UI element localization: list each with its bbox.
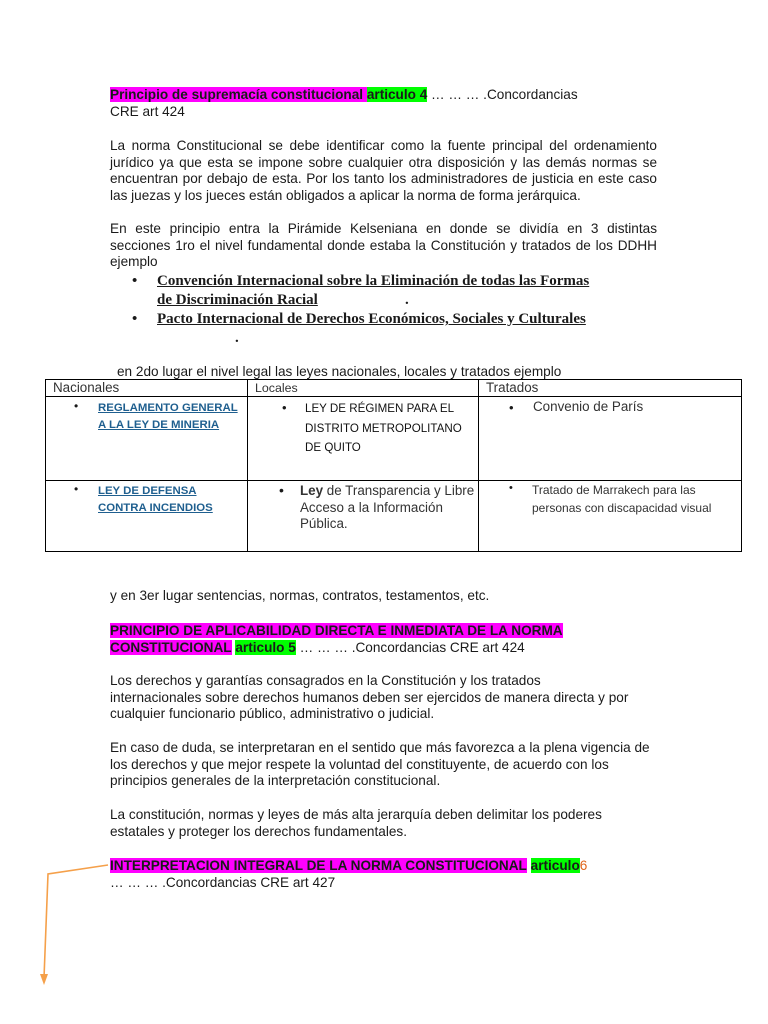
article-5-highlight: articulo 5 xyxy=(235,640,296,655)
applicability-heading-highlight: PRINCIPIO DE APLICABILIDAD DIRECTA E INMEDIATA DE LA NORMA xyxy=(110,623,563,638)
bullet-suffix: . xyxy=(405,292,409,308)
bullet-dot: • xyxy=(132,273,138,289)
header-tratados: Tratados xyxy=(479,380,742,397)
bullet-text: Pacto Internacional de Derechos Económicos, Sociales y Culturales xyxy=(157,311,586,327)
concordance-dots: … … … .Concordancias CRE art 424 xyxy=(295,640,525,655)
applicability-heading-highlight-2: CONSTITUCIONAL xyxy=(110,640,232,655)
table-row xyxy=(46,481,742,552)
section1-paragraph-1: La norma Constitucional se debe identificar como la fuente principal del ordenamiento jurídico ya que esta se impone sobre cualquier otra disposición y las demás normas se encuentran por debajo de esta. Por los tanto los administradores de justicia en este caso las juezas y los jueces están obligados a aplicar la norma de forma jerárquica. xyxy=(110,138,657,203)
bullet-dot: • xyxy=(282,400,287,415)
table-row xyxy=(46,397,742,481)
integral-heading-highlight: INTERPRETACION INTEGRAL DE LA NORMA CONSTITUCIONAL xyxy=(110,858,527,873)
section2-paragraph-1: Los derechos y garantías consagrados en la Constitución y los tratados internacionales sobre derechos humanos deben ser ejercidos de manera directa y por cualquier funcionario público, administrativo o judicial. xyxy=(110,673,629,722)
link-reglamento-mineria[interactable]: REGLAMENTO GENERAL A LA LEY DE MINERIA xyxy=(98,402,238,431)
bullet-dot: • xyxy=(132,311,138,327)
concordance-ref: CRE art 424 xyxy=(110,104,185,119)
article-4-highlight: articulo 4 xyxy=(366,87,428,102)
section2-paragraph-3: La constitución, normas y leyes de más alta jerarquía deben delimitar los poderes estatales y proteger los derechos fundamentales. xyxy=(110,807,602,839)
bullet-suffix: . xyxy=(235,330,239,346)
article-6-highlight: articulo xyxy=(530,858,580,873)
bullet-dot: • xyxy=(279,482,284,498)
header-nacionales: Nacionales xyxy=(46,380,248,397)
section2-heading xyxy=(110,622,657,656)
bullet-dot: • xyxy=(509,400,514,415)
treaty-text: Tratado de Marrakech para las personas con discapacidad visual xyxy=(532,483,712,515)
bullet-text: Convención Internacional sobre la Eliminación de todas las Formas de Discriminación Racial xyxy=(157,273,590,308)
bullet-item-pact xyxy=(132,310,602,348)
concordance-dots: … … … .Concordancias CRE art 427 xyxy=(110,875,336,890)
annotation-arrow-icon xyxy=(30,860,120,990)
table-header-row xyxy=(46,380,742,397)
paragraph-third-level: y en 3er lugar sentencias, normas, contratos, testamentos, etc. xyxy=(110,588,490,603)
treaty-text: Convenio de París xyxy=(533,399,644,414)
article-6-number: 6 xyxy=(579,858,588,873)
link-ley-defensa-incendios[interactable]: LEY DE DEFENSA CONTRA INCENDIOS xyxy=(98,485,213,514)
concordance-dots: … … … .Concordancias xyxy=(427,87,578,102)
section3-heading xyxy=(110,857,670,891)
section1-paragraph-3: en 2do lugar el nivel legal las leyes nacionales, locales y tratados ejemplo xyxy=(117,364,562,379)
bullet-dot: • xyxy=(509,482,513,494)
section2-paragraph-2: En caso de duda, se interpretaran en el sentido que más favorezca a la plena vigencia de los derechos y que mejor respete la voluntad del constituyente, de acuerdo con los principios generales de la interpretación constitucional. xyxy=(110,740,650,789)
bullet-dot: • xyxy=(74,482,79,496)
local-law-text: LEY DE RÉGIMEN PARA EL DISTRITO METROPOLITANO DE QUITO xyxy=(305,402,462,454)
supremacy-heading-highlight: Principio de supremacía constitucional xyxy=(110,87,367,102)
header-locales: Locales xyxy=(248,380,479,397)
local-law-text: Ley de Transparencia y Libre Acceso a la Información Pública. xyxy=(300,483,475,531)
laws-table xyxy=(45,379,742,552)
section1-paragraph-2: En este principio entra la Pirámide Kelseniana en donde se dividía en 3 distintas secciones 1ro el nivel fundamental donde estaba la Constitución y tratados de los DDHH ejemplo xyxy=(110,221,657,270)
bullet-item-convention xyxy=(132,272,602,310)
section1-heading xyxy=(110,86,657,120)
bullet-dot: • xyxy=(74,399,79,413)
